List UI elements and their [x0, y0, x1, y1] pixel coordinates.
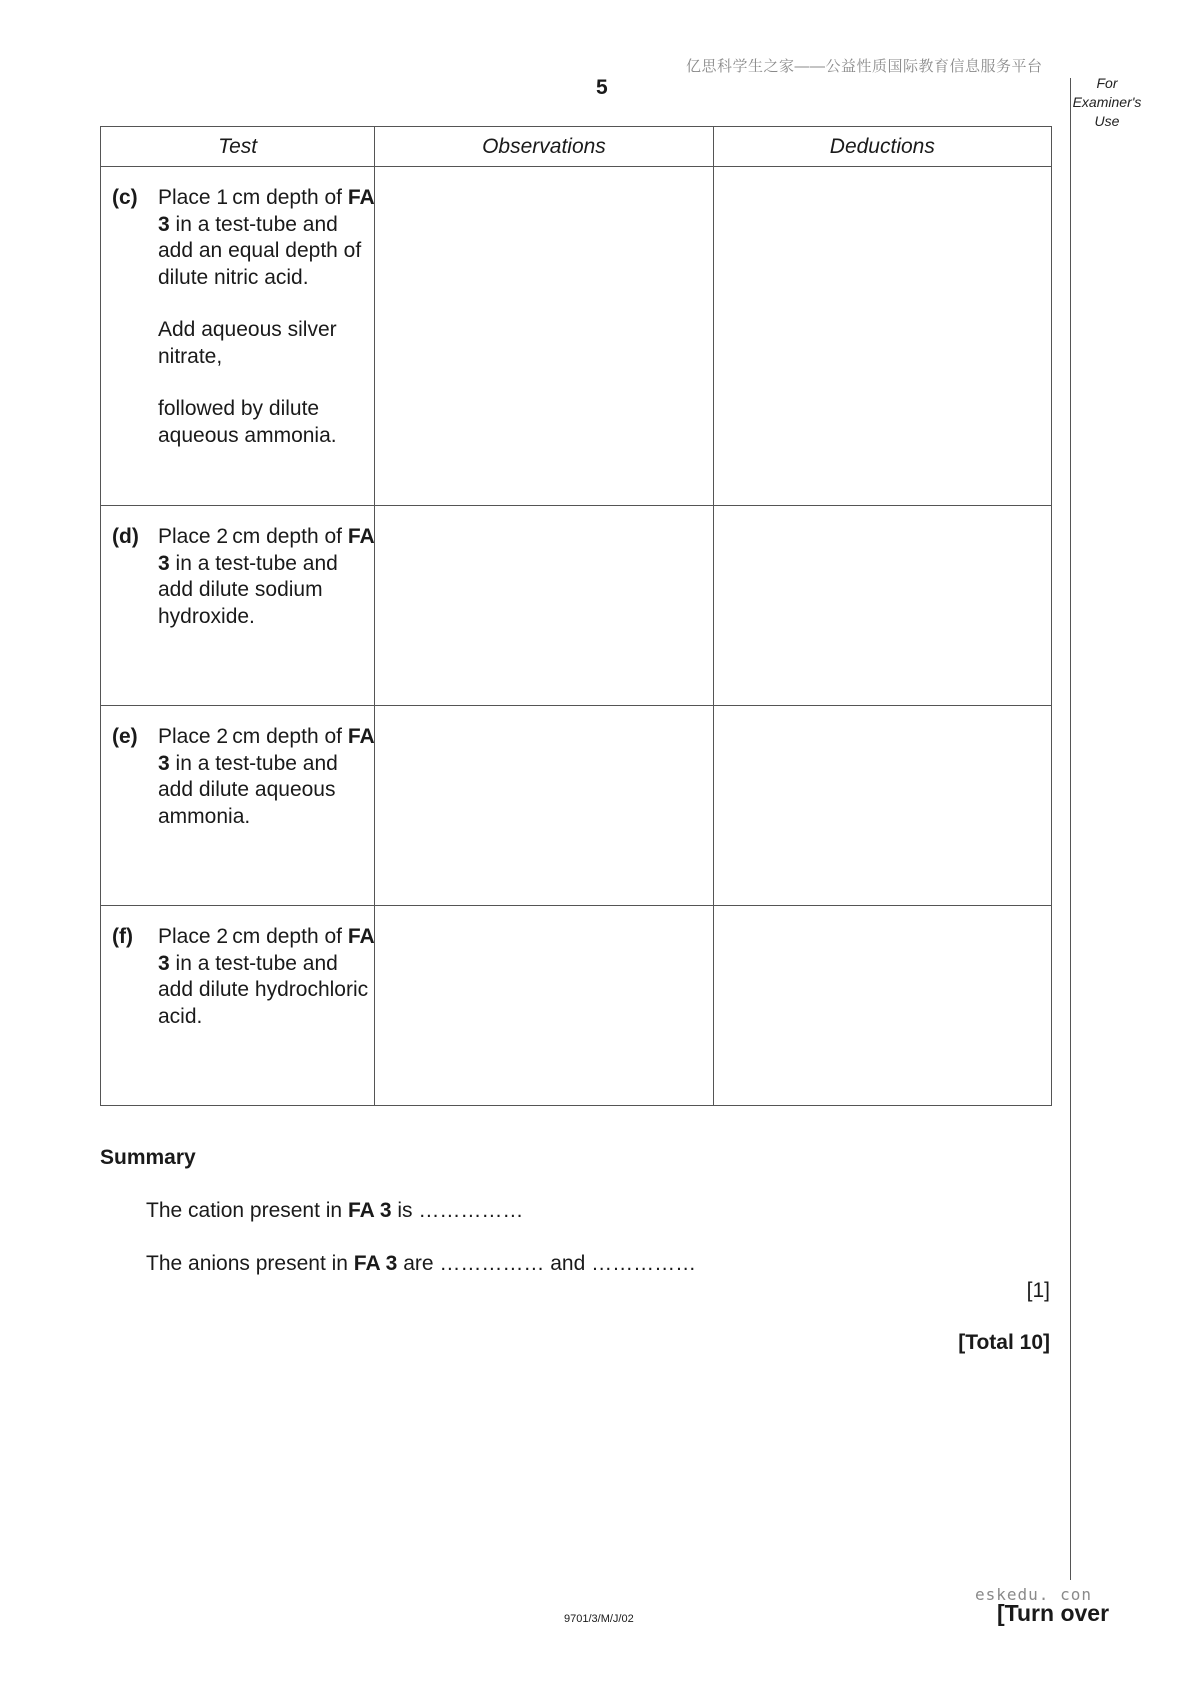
test-cell	[101, 167, 375, 506]
footer-watermark: eskedu. con	[975, 1585, 1092, 1604]
examiner-use-label	[1064, 74, 1150, 131]
table-row	[101, 167, 1052, 506]
paper-code: 9701/3/M/J/02	[564, 1613, 634, 1625]
test-paragraph: Place 2 cm depth of FA 3 in a test-tube and add dilute aqueous ammonia.	[158, 725, 374, 828]
tests-table	[100, 126, 1052, 1106]
page-number: 5	[596, 76, 608, 99]
test-paragraph: Place 2 cm depth of FA 3 in a test-tube and add dilute hydrochloric acid.	[158, 925, 374, 1028]
total-marks: [Total 10]	[958, 1331, 1050, 1354]
part-label: (e)	[112, 725, 138, 748]
part-label: (c)	[112, 186, 138, 209]
test-instructions	[101, 506, 374, 630]
examiner-margin-rule	[1070, 78, 1071, 1580]
table-header-row	[101, 127, 1052, 167]
deductions-answer-cell[interactable]	[713, 706, 1051, 906]
observations-answer-cell[interactable]	[375, 506, 713, 706]
turn-over-label: [Turn over	[997, 1600, 1110, 1626]
examiner-label-line: Use	[1094, 113, 1120, 129]
header-test: Test	[101, 127, 375, 167]
test-instructions	[101, 906, 374, 1030]
table-row	[101, 706, 1052, 906]
observations-answer-cell[interactable]	[375, 706, 713, 906]
examiner-label-line: For	[1096, 75, 1118, 91]
test-instructions	[101, 167, 374, 449]
part-label: (f)	[112, 925, 133, 948]
test-cell	[101, 706, 375, 906]
test-instructions	[101, 706, 374, 830]
cation-answer-line[interactable]: The cation present in FA 3 is ……………	[146, 1199, 524, 1222]
part-label: (d)	[112, 525, 139, 548]
deductions-answer-cell[interactable]	[713, 167, 1051, 506]
test-paragraph: followed by dilute aqueous ammonia.	[158, 397, 337, 447]
header-observations: Observations	[375, 127, 713, 167]
anions-answer-line[interactable]: The anions present in FA 3 are …………… and ……………	[146, 1252, 697, 1275]
table-row	[101, 506, 1052, 706]
table-row	[101, 906, 1052, 1106]
test-cell	[101, 506, 375, 706]
observations-answer-cell[interactable]	[375, 906, 713, 1106]
test-cell	[101, 906, 375, 1106]
test-paragraph: Add aqueous silver nitrate,	[158, 318, 337, 368]
test-paragraph: Place 1 cm depth of FA 3 in a test-tube and add an equal depth of dilute nitric acid.	[158, 186, 374, 289]
header-deductions: Deductions	[713, 127, 1051, 167]
deductions-answer-cell[interactable]	[713, 906, 1051, 1106]
test-paragraph: Place 2 cm depth of FA 3 in a test-tube and add dilute sodium hydroxide.	[158, 525, 374, 628]
observations-answer-cell[interactable]	[375, 167, 713, 506]
summary-heading: Summary	[100, 1146, 196, 1169]
deductions-answer-cell[interactable]	[713, 506, 1051, 706]
examiner-label-line: Examiner's	[1072, 94, 1142, 110]
header-watermark: 亿思科学生之家——公益性质国际教育信息服务平台	[686, 58, 1043, 75]
marks-allocation: [1]	[1026, 1279, 1050, 1302]
